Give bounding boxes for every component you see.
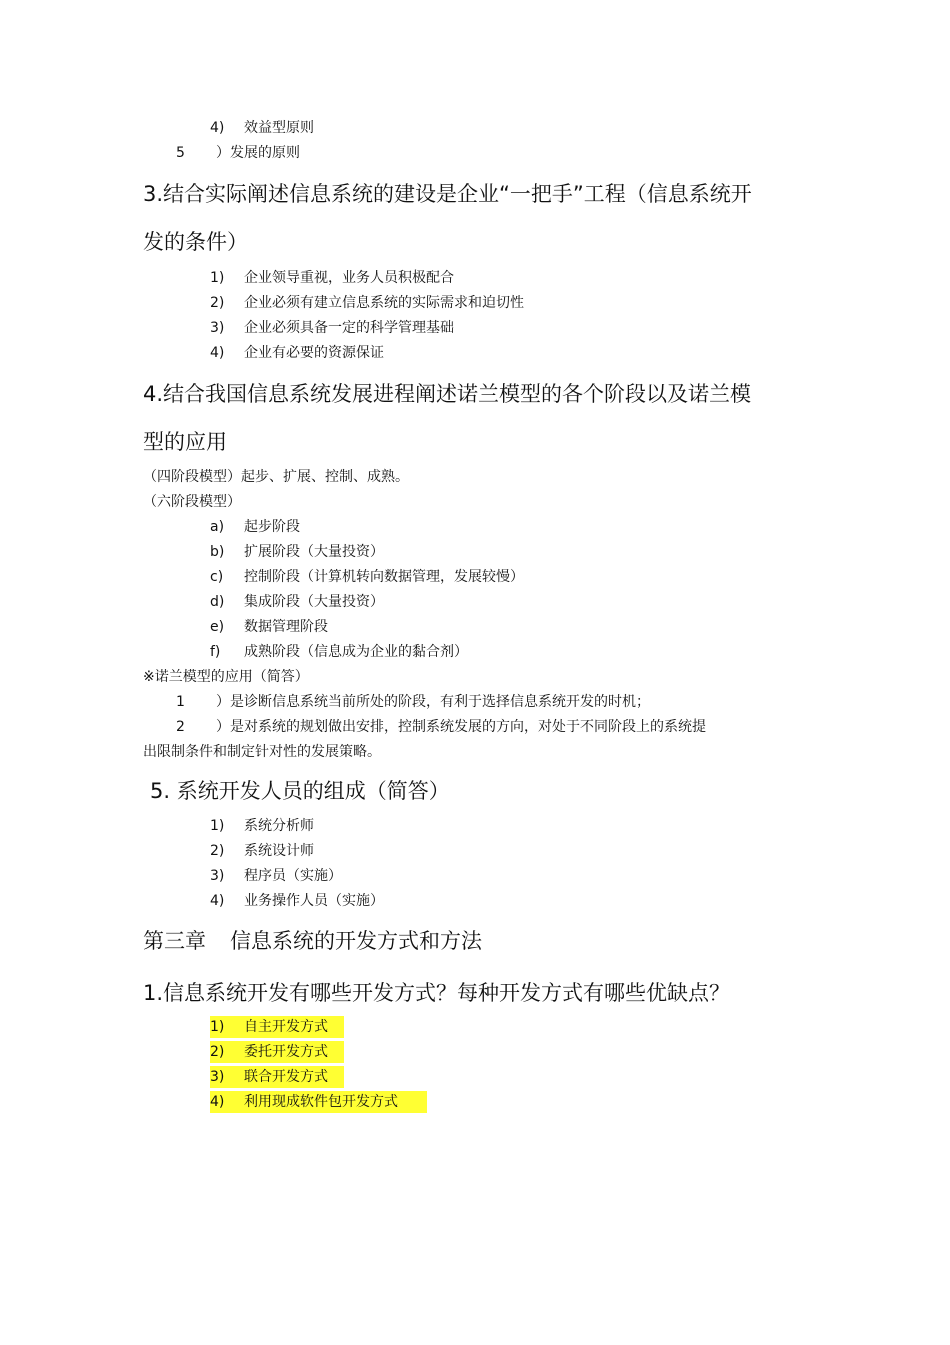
question-heading: 3.结合实际阐述信息系统的建设是企业“一把手”工程（信息系统开 xyxy=(143,182,752,206)
paragraph: （六阶段模型） xyxy=(143,494,241,510)
list-item: 3) 企业必须具备一定的科学管理基础 xyxy=(210,320,454,336)
list-item: 4) 业务操作人员（实施） xyxy=(210,893,384,909)
question-heading-continued: 发的条件） xyxy=(143,230,248,254)
list-item: c) 控制阶段（计算机转向数据管理，发展较慢） xyxy=(210,569,524,585)
list-item: e) 数据管理阶段 xyxy=(210,619,328,635)
list-item: 1) 系统分析师 xyxy=(210,818,314,834)
question-heading: 5. 系统开发人员的组成（简答） xyxy=(150,779,450,803)
list-item: a) 起步阶段 xyxy=(210,519,300,535)
paragraph: （四阶段模型）起步、扩展、控制、成熟。 xyxy=(143,469,409,485)
list-item: 1 ）是诊断信息系统当前所处的阶段，有利于选择信息系统开发的时机； xyxy=(176,694,650,710)
list-item: d) 集成阶段（大量投资） xyxy=(210,594,384,610)
chapter-title: 信息系统的开发方式和方法 xyxy=(230,929,482,953)
paragraph-continued: 出限制条件和制定针对性的发展策略。 xyxy=(143,744,381,760)
list-item: 3) 程序员（实施） xyxy=(210,868,342,884)
list-item: f) 成熟阶段（信息成为企业的黏合剂） xyxy=(210,644,468,660)
list-item: b) 扩展阶段（大量投资） xyxy=(210,544,384,560)
chapter-label: 第三章 xyxy=(143,929,206,953)
list-item-highlighted: 3) 联合开发方式 xyxy=(210,1066,344,1088)
list-item: 1) 企业领导重视，业务人员积极配合 xyxy=(210,270,454,286)
list-item: 2) 企业必须有建立信息系统的实际需求和迫切性 xyxy=(210,295,524,311)
list-item: 2 ）是对系统的规划做出安排，控制系统发展的方向，对处于不同阶段上的系统提 xyxy=(176,719,706,735)
question-heading: 4.结合我国信息系统发展进程阐述诺兰模型的各个阶段以及诺兰模 xyxy=(143,382,752,406)
chapter-heading xyxy=(143,927,482,955)
list-item: 4) 企业有必要的资源保证 xyxy=(210,345,384,361)
question-heading: 1.信息系统开发有哪些开发方式？每种开发方式有哪些优缺点？ xyxy=(143,981,731,1005)
question-heading-continued: 型的应用 xyxy=(143,430,227,454)
subheading: ※诺兰模型的应用（简答） xyxy=(143,669,309,685)
list-item: 4) 效益型原则 xyxy=(210,120,314,136)
list-item-highlighted: 2) 委托开发方式 xyxy=(210,1041,344,1063)
list-item-highlighted: 1) 自主开发方式 xyxy=(210,1016,344,1038)
list-item: 2) 系统设计师 xyxy=(210,843,314,859)
list-item-highlighted: 4) 利用现成软件包开发方式 xyxy=(210,1091,427,1113)
list-item: 5 ）发展的原则 xyxy=(176,145,300,161)
